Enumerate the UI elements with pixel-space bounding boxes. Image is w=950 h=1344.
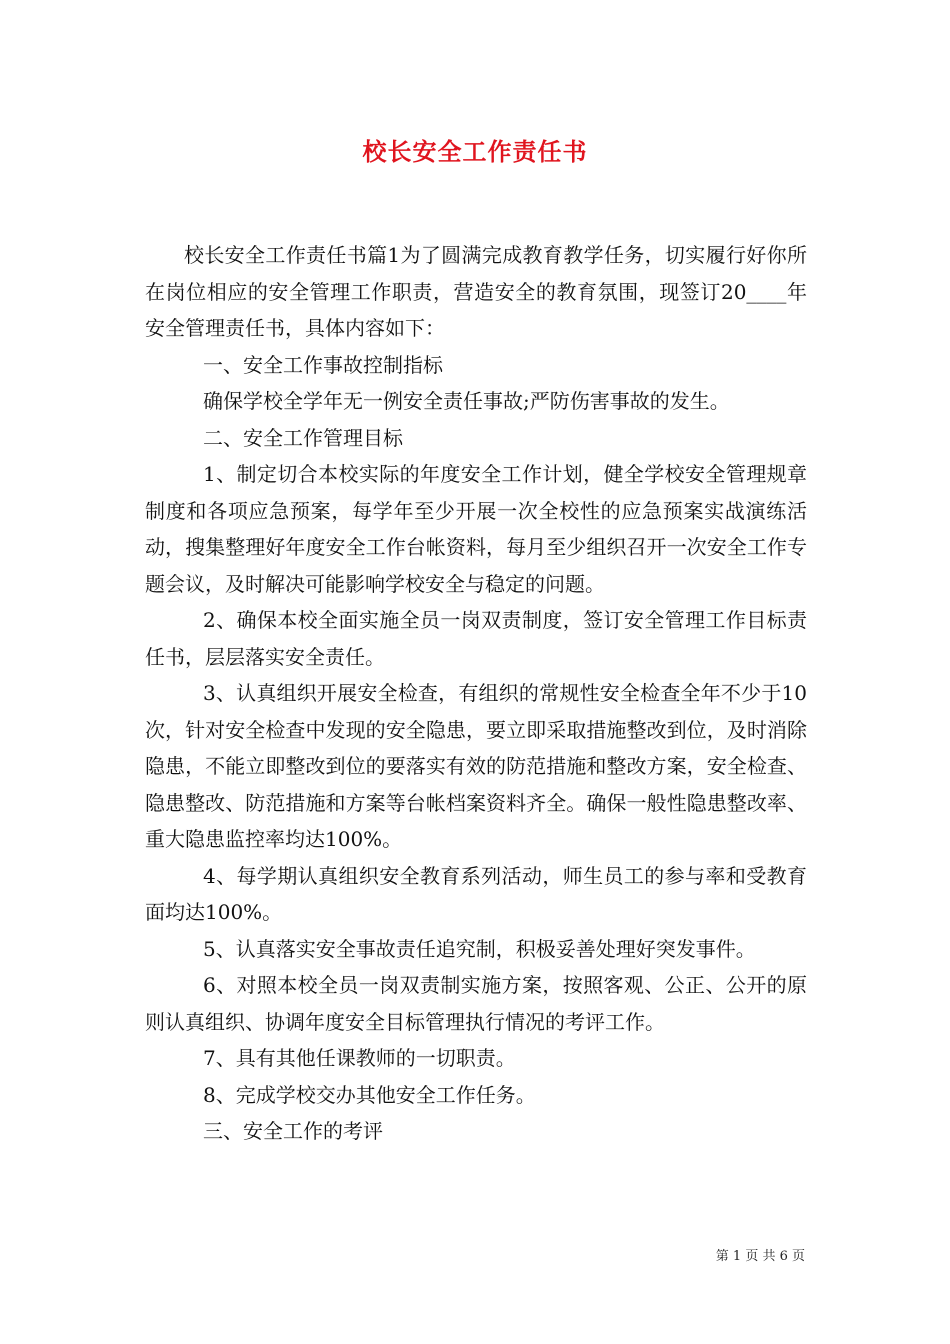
list-item: 7、具有其他任课教师的一切职责。 [203,1046,516,1070]
document-title: 校长安全工作责任书 [362,137,588,166]
section-heading-2: 二、安全工作管理目标 [203,425,403,450]
list-item: 5、认真落实安全事故责任追究制，积极妥善处理好突发事件。 [203,936,756,961]
list-item: 2、确保本校全面实施全员一岗双责制度，签订安全管理工作目标责任书，层层落实安全责任。 [145,608,807,669]
list-item: 8、完成学校交办其他安全工作任务。 [203,1082,536,1107]
list-item: 3、认真组织开展安全检查，有组织的常规性安全检查全年不少于10次，针对安全检查中发现的安全隐患，要立即采取措施整改到位，及时消除隐患，不能立即整改到位的要落实有效的防范措施和整改方案，安全检查、隐患整改、防范措施和方案等台帐档案资料齐全。确保一般性隐患整改率、重大隐患监控率均达100%。 [145,681,807,851]
page-number: 第 1 页 共 6 页 [715,1249,805,1264]
section-heading-1: 一、安全工作事故控制指标 [203,352,443,377]
document-body [145,237,807,1150]
list-item: 4、每学期认真组织安全教育系列活动，师生员工的参与率和受教育面均达100%。 [145,863,807,924]
list-item: 1、制定切合本校实际的年度安全工作计划，健全学校安全管理规章制度和各项应急预案，每学年至少开展一次全校性的应急预案实战演练活动，搜集整理好年度安全工作台帐资料，每月至少组织召开一次安全工作专题会议，及时解决可能影响学校安全与稳定的问题。 [145,462,807,596]
intro-paragraph: 校长安全工作责任书篇1为了圆满完成教育教学任务，切实履行好你所在岗位相应的安全管理工作职责，营造安全的教育氛围，现签订20____年安全管理责任书，具体内容如下： [145,243,807,340]
section-heading-3: 三、安全工作的考评 [203,1119,383,1143]
list-item: 6、对照本校全员一岗双责制实施方案，按照客观、公正、公开的原则认真组织、协调年度安全目标管理执行情况的考评工作。 [145,973,807,1034]
paragraph: 确保学校全学年无一例安全责任事故;严防伤害事故的发生。 [203,389,730,413]
